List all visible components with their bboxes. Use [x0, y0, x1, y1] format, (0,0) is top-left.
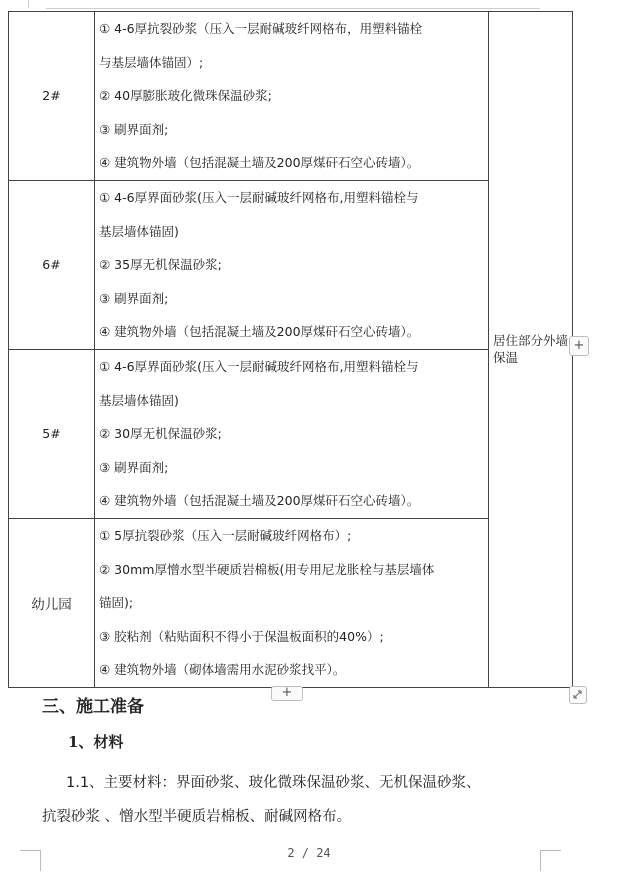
- resize-diagonal-icon: [570, 687, 586, 703]
- table-resize-handle[interactable]: [569, 686, 587, 704]
- building-label: 幼儿园: [9, 518, 95, 687]
- layer-line: ④ 建筑物外墙（包括混凝土墙及200厚煤矸石空心砖墙）。: [99, 493, 420, 509]
- layer-line: ④ 建筑物外墙（包括混凝土墙及200厚煤矸石空心砖墙）。: [99, 324, 420, 340]
- layer-list[interactable]: [95, 12, 489, 181]
- table-row: [9, 349, 573, 518]
- section-heading: 三、施工准备: [42, 697, 144, 717]
- insulation-spec-table: [8, 11, 573, 688]
- layer-line: ① 4-6厚抗裂砂浆（压入一层耐碱玻纤网格布，用塑料锚栓: [99, 21, 423, 36]
- layer-line: ③ 刷界面剂;: [99, 290, 169, 306]
- subsection-heading: 1、材料: [68, 733, 124, 751]
- previous-page-edge: [46, 0, 540, 9]
- application-scope: 居住部分外墙保温: [489, 12, 573, 688]
- page-number: 2 / 24: [287, 846, 331, 860]
- layer-line: ② 35厚无机保温砂浆;: [99, 257, 222, 273]
- table-row: [9, 12, 573, 181]
- layer-line: ③ 胶粘剂（粘贴面积不得小于保温板面积的40%）;: [99, 628, 384, 644]
- paragraph-line: 1.1、主要材料：界面砂浆、玻化微珠保温砂浆、无机保温砂浆、: [66, 775, 481, 791]
- page-corner-mark-top-left: [10, 0, 29, 8]
- layer-line: 与基层墙体锚固）;: [99, 54, 204, 70]
- layer-line: 锚固);: [99, 595, 134, 611]
- layer-line: ① 4-6厚界面砂浆(压入一层耐碱玻纤网格布,用塑料锚栓与: [99, 189, 419, 205]
- layer-line: ② 30mm厚憎水型半硬质岩棉板(用专用尼龙胀栓与基层墙体: [99, 561, 435, 577]
- layer-line: ④ 建筑物外墙（包括混凝土墙及200厚煤矸石空心砖墙）。: [99, 155, 420, 171]
- building-label: 2#: [9, 12, 95, 181]
- building-label: 5#: [9, 349, 95, 518]
- layer-line: ③ 刷界面剂;: [99, 121, 169, 137]
- paragraph-line: 抗裂砂浆 、憎水型半硬质岩棉板、耐碱网格布。: [42, 809, 352, 825]
- layer-line: ② 40厚膨胀玻化微珠保温砂浆;: [99, 88, 272, 104]
- layer-line: 基层墙体锚固): [99, 392, 179, 408]
- table-row: [9, 518, 573, 687]
- table-row: [9, 180, 573, 349]
- layer-list[interactable]: [95, 180, 489, 349]
- add-column-button[interactable]: +: [569, 336, 589, 356]
- add-row-button[interactable]: +: [271, 686, 303, 701]
- layer-list[interactable]: [95, 518, 489, 687]
- layer-line: ③ 刷界面剂;: [99, 459, 169, 475]
- layer-line: ① 4-6厚界面砂浆(压入一层耐碱玻纤网格布,用塑料锚栓与: [99, 358, 419, 374]
- building-label: 6#: [9, 180, 95, 349]
- materials-paragraph: [42, 766, 562, 834]
- layer-line: ② 30厚无机保温砂浆;: [99, 426, 222, 442]
- layer-list[interactable]: [95, 349, 489, 518]
- layer-line: ① 5厚抗裂砂浆（压入一层耐碱玻纤网格布）;: [99, 527, 352, 543]
- layer-line: 基层墙体锚固): [99, 223, 179, 239]
- layer-line: ④ 建筑物外墙（砌体墙需用水泥砂浆找平）。: [99, 662, 346, 678]
